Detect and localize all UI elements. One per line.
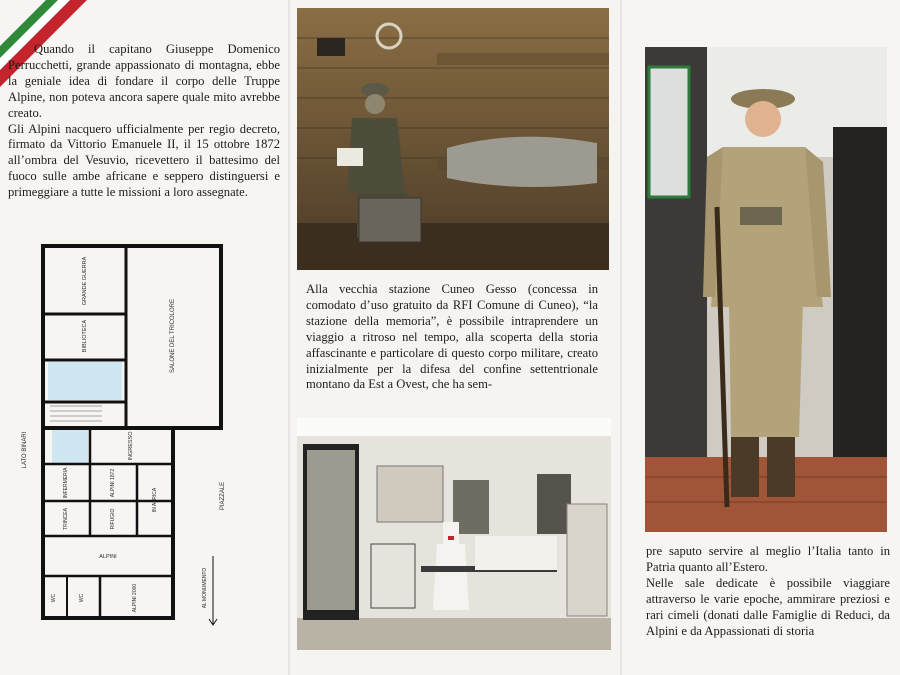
room-label: RIFUGIO [110, 508, 116, 530]
room-label: INFERMERIA [63, 467, 69, 499]
right-text [646, 544, 890, 639]
room-label: BIBLIOTECA [82, 319, 88, 353]
room-label: SALONE DEL TRICOLORE [170, 298, 176, 374]
middle-text: Alla vecchia stazione Cuneo Gesso (concessa in comodato d’uso gratuito da RFI Comune di Cuneo), “la stazione della memoria”, è possibile intraprendere un viaggio a ritroso nel tempo, alla scoperta della storia affascinante e particolare di questo corpo militare, creato inizialmente per la difesa del confine settentrionale montano da Est a Ovest, che ha sem- [306, 282, 598, 392]
fold-line [620, 0, 622, 675]
staircase [50, 406, 102, 421]
room-label: ALPINI 1872 [110, 468, 116, 498]
al-monumento-label: AL MONUMENTO [202, 567, 208, 609]
room-label: ALPINI 2000 [132, 583, 138, 613]
fold-line [288, 0, 290, 675]
intro-text [8, 42, 280, 201]
lato-binari-label: LATO BINARI [22, 431, 28, 469]
room-highlight [52, 430, 88, 464]
barracks-photo [297, 8, 609, 270]
mannequin-photo [645, 47, 887, 532]
right-paragraph-1: pre saputo servire al meglio l’Italia tanto in Patria quanto all’Estero. [646, 544, 890, 574]
room-label: TRINCEA [63, 508, 69, 530]
piazzale-label: PIAZZALE [220, 481, 226, 511]
room-label: ALPINI [99, 554, 117, 560]
room-highlight [48, 362, 122, 400]
room-label: WC [79, 593, 85, 603]
arrow-down-icon [209, 556, 217, 625]
room-label: INGRESSO [128, 431, 134, 461]
intro-paragraph-1: Quando il capitano Giuseppe Domenico Perrucchetti, grande appassionato di montagna, ebbe la geniale idea di fondare il corpo delle Truppe Alpine, non poteva ancora sapere quale mito avrebbe creato. [8, 42, 280, 120]
room-label: WC [51, 593, 57, 603]
right-paragraph-2: Nelle sale dedicate è possibile viaggiare attraverso le varie epoche, ammirare preziosi e rari cimeli (donati dalle Famiglie di Reduci, da Alpini e da Appassionati di storia [646, 575, 890, 638]
room-label: GRANDE GUERRA [82, 256, 88, 306]
room-label: IN AFRICA [152, 487, 158, 513]
infirmary-photo [297, 418, 611, 650]
intro-paragraph-2: Gli Alpini nacquero ufficialmente per regio decreto, firmato da Vittorio Emanuele II, il 15 ottobre 1872 all’ombra del Vesuvio, ricevettero il battesimo del fuoco sulle ambe africane e seppero distinguersi e primeggiare a tutte le missioni a loro assegnate. [8, 121, 280, 200]
floor-plan [10, 236, 240, 634]
